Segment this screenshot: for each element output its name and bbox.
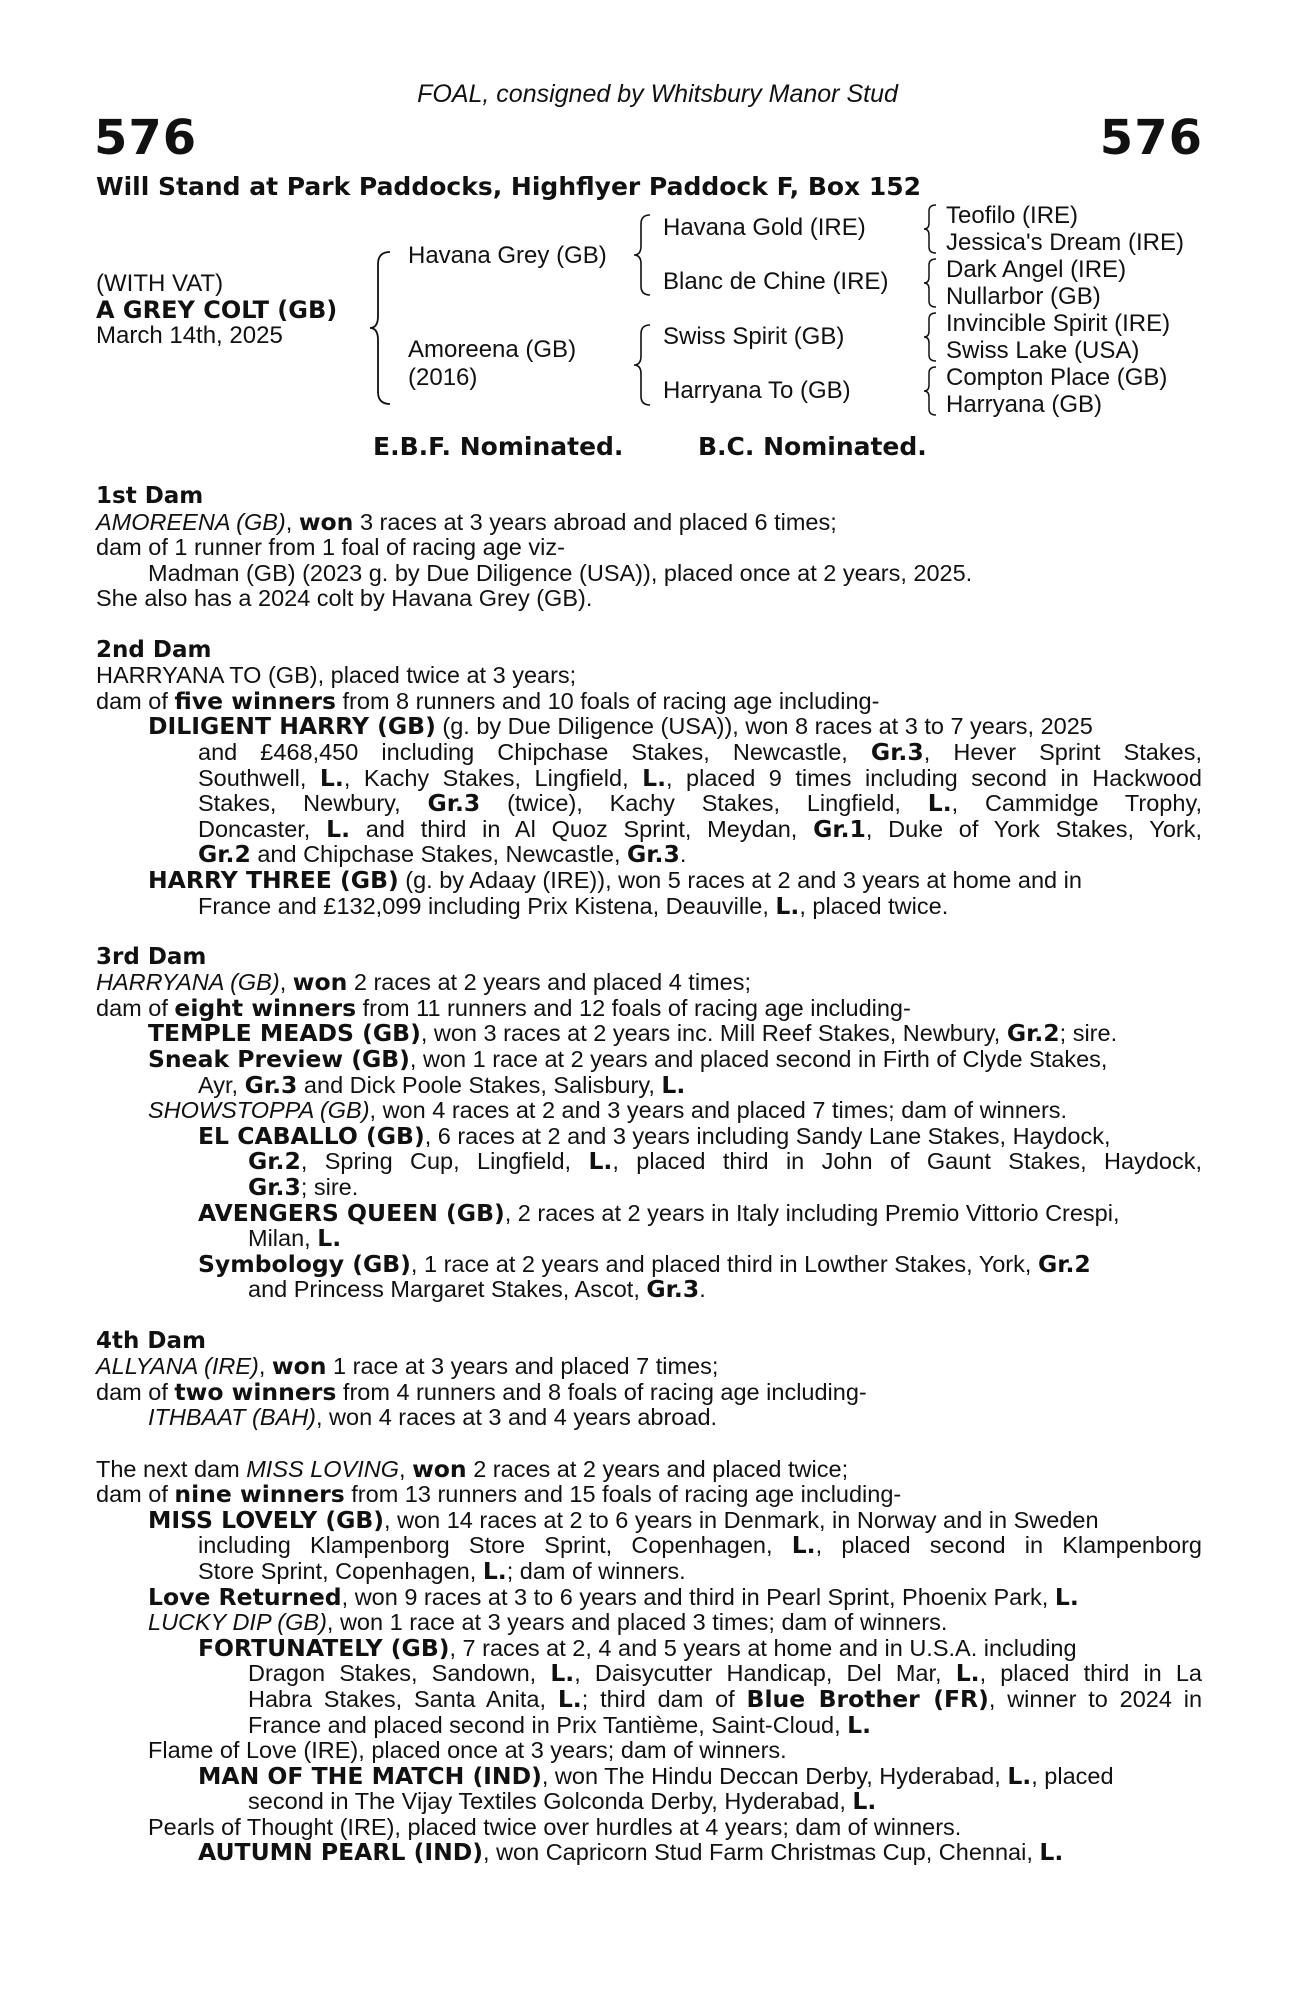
lot-number-left: 576 — [94, 110, 198, 166]
pedigree-brace-dam — [632, 322, 656, 408]
text-line: HARRYANA (GB), won 2 races at 2 years and placed 4 times; — [96, 968, 751, 997]
text-line: MAN OF THE MATCH (IND), won The Hindu Deccan Derby, Hyderabad, L., placed — [198, 1761, 1114, 1790]
text-line: Gr.2 and Chipchase Stakes, Newcastle, Gr.3. — [198, 840, 687, 869]
pedigree-brace-main — [368, 248, 398, 408]
text-line: AMOREENA (GB), won 3 races at 3 years abroad and placed 6 times; — [96, 507, 837, 536]
text-line: Doncaster, L. and third in Al Quoz Sprint, Meydan, Gr.1, Duke of York Stakes, York, — [198, 814, 1203, 843]
text-line: ITHBAAT (BAH), won 4 races at 3 and 4 years abroad. — [148, 1404, 718, 1431]
text-line: Milan, L. — [248, 1224, 342, 1253]
text-line: The next dam MISS LOVING, won 2 races at 2 years and placed twice; — [96, 1454, 849, 1483]
text-line: dam of eight winners from 11 runners and 12 foals of racing age including- — [96, 993, 911, 1022]
second-dam: Harryana To (GB) — [663, 377, 851, 404]
pedigree-brace-ggs-4 — [922, 364, 940, 418]
text-line: AVENGERS QUEEN (GB), 2 races at 2 years in Italy including Premio Vittorio Crespi, — [198, 1198, 1120, 1227]
text-line: Gr.3; sire. — [248, 1173, 359, 1202]
ebf-nomination: E.B.F. Nominated. — [373, 432, 624, 461]
ancestor: Nullarbor (GB) — [946, 283, 1101, 310]
pedigree-brace-ggs-2 — [922, 256, 940, 310]
text-line: Sneak Preview (GB), won 1 race at 2 years and placed second in Firth of Clyde Stakes, — [148, 1045, 1108, 1074]
pedigree-brace-ggs-3 — [922, 310, 940, 364]
text-line: Southwell, L., Kachy Stakes, Lingfield, L., placed 9 times including second in Hackwood — [198, 763, 1203, 792]
catalogue-body — [96, 484, 1202, 1866]
text-line: including Klampenborg Store Sprint, Copenhagen, L., placed second in Klampenborg — [198, 1531, 1202, 1560]
pedigree-brace-sire — [632, 212, 656, 298]
text-line: second in The Vijay Textiles Golconda Derby, Hyderabad, L. — [248, 1787, 877, 1816]
sire: Havana Grey (GB) — [408, 242, 607, 269]
text-line: She also has a 2024 colt by Havana Grey (GB). — [96, 585, 593, 612]
text-line: LUCKY DIP (GB), won 1 race at 3 years and placed 3 times; dam of winners. — [148, 1609, 948, 1636]
text-line: France and £132,099 including Prix Kistena, Deauville, L., placed twice. — [198, 891, 949, 920]
ancestor: Harryana (GB) — [946, 391, 1103, 418]
ancestor: Swiss Lake (USA) — [946, 337, 1140, 364]
text-line: HARRYANA TO (GB), placed twice at 3 years; — [96, 662, 577, 689]
text-line: and £468,450 including Chipchase Stakes, Newcastle, Gr.3, Hever Sprint Stakes, — [198, 737, 1202, 766]
text-line: Madman (GB) (2023 g. by Due Diligence (USA)), placed once at 2 years, 2025. — [148, 559, 973, 586]
text-line: and Princess Margaret Stakes, Ascot, Gr.3. — [248, 1275, 706, 1304]
text-line: FORTUNATELY (GB), 7 races at 2, 4 and 5 years at home and in U.S.A. including — [198, 1633, 1077, 1662]
text-line: Habra Stakes, Santa Anita, L.; third dam of Blue Brother (FR), winner to 2024 in — [248, 1684, 1203, 1713]
section-heading: 2nd Dam — [96, 636, 212, 663]
text-line: ALLYANA (IRE), won 1 race at 3 years and placed 7 times; — [96, 1352, 719, 1381]
ancestor: Teofilo (IRE) — [946, 202, 1079, 229]
text-line: Love Returned, won 9 races at 3 to 6 years and third in Pearl Sprint, Phoenix Park, L. — [148, 1582, 1079, 1611]
consignment-line: FOAL, consigned by Whitsbury Manor Stud — [417, 80, 898, 108]
lot-name: A GREY COLT (GB) — [96, 296, 338, 324]
pedigree-brace-ggs-1 — [922, 202, 940, 256]
text-line: Ayr, Gr.3 and Dick Poole Stakes, Salisbury, L. — [198, 1070, 686, 1099]
text-line: Gr.2, Spring Cup, Lingfield, L., placed third in John of Gaunt Stakes, Haydock, — [248, 1147, 1202, 1176]
ancestor: Jessica's Dream (IRE) — [946, 229, 1184, 256]
text-line: EL CABALLO (GB), 6 races at 2 and 3 years including Sandy Lane Stakes, Haydock, — [198, 1121, 1111, 1150]
dam: Amoreena (GB) — [408, 336, 577, 363]
stand-location: Will Stand at Park Paddocks, Highflyer Paddock F, Box 152 — [96, 172, 922, 201]
text-line: AUTUMN PEARL (IND), won Capricorn Stud Farm Christmas Cup, Chennai, L. — [198, 1838, 1064, 1867]
text-line: HARRY THREE (GB) (g. by Adaay (IRE)), won 5 races at 2 and 3 years at home and in — [148, 865, 1082, 894]
ancestor: Compton Place (GB) — [946, 364, 1168, 391]
text-line: France and placed second in Prix Tantième, Saint-Cloud, L. — [248, 1710, 872, 1739]
text-line: Dragon Stakes, Sandown, L., Daisycutter Handicap, Del Mar, L., placed third in La — [248, 1659, 1202, 1688]
text-line: SHOWSTOPPA (GB), won 4 races at 2 and 3 years and placed 7 times; dam of winners. — [148, 1097, 1068, 1124]
sire-dam: Blanc de Chine (IRE) — [663, 268, 889, 295]
vat-note: (WITH VAT) — [96, 270, 224, 297]
section-heading: 3rd Dam — [96, 943, 207, 970]
text-line: Pearls of Thought (IRE), placed twice over hurdles at 4 years; dam of winners. — [148, 1813, 962, 1840]
text-line: dam of five winners from 8 runners and 10 foals of racing age including- — [96, 686, 880, 715]
ancestor: Dark Angel (IRE) — [946, 256, 1127, 283]
foaling-date: March 14th, 2025 — [96, 322, 283, 349]
dam-year: (2016) — [408, 364, 478, 391]
text-line: TEMPLE MEADS (GB), won 3 races at 2 years inc. Mill Reef Stakes, Newbury, Gr.2; sire. — [148, 1019, 1118, 1048]
ancestor: Invincible Spirit (IRE) — [946, 310, 1171, 337]
text-line: Stakes, Newbury, Gr.3 (twice), Kachy Stakes, Lingfield, L., Cammidge Trophy, — [198, 789, 1202, 818]
text-line: Symbology (GB), 1 race at 2 years and placed third in Lowther Stakes, York, Gr.2 — [198, 1249, 1091, 1278]
dam-sire: Swiss Spirit (GB) — [663, 323, 845, 350]
text-line: Flame of Love (IRE), placed once at 3 years; dam of winners. — [148, 1737, 787, 1764]
lot-number-right: 576 — [1099, 110, 1203, 166]
text-line: DILIGENT HARRY (GB) (g. by Due Diligence (USA)), won 8 races at 3 to 7 years, 2025 — [148, 712, 1093, 741]
text-line: dam of nine winners from 13 runners and 15 foals of racing age including- — [96, 1480, 902, 1509]
bc-nomination: B.C. Nominated. — [698, 432, 927, 461]
grandsire: Havana Gold (IRE) — [663, 214, 866, 241]
text-line: dam of 1 runner from 1 foal of racing age viz- — [96, 534, 565, 561]
text-line: dam of two winners from 4 runners and 8 foals of racing age including- — [96, 1377, 867, 1406]
section-heading: 1st Dam — [96, 483, 204, 509]
text-line: MISS LOVELY (GB), won 14 races at 2 to 6 years in Denmark, in Norway and in Sweden — [148, 1505, 1099, 1534]
section-heading: 4th Dam — [96, 1327, 206, 1354]
text-line: Store Sprint, Copenhagen, L.; dam of winners. — [198, 1556, 686, 1585]
